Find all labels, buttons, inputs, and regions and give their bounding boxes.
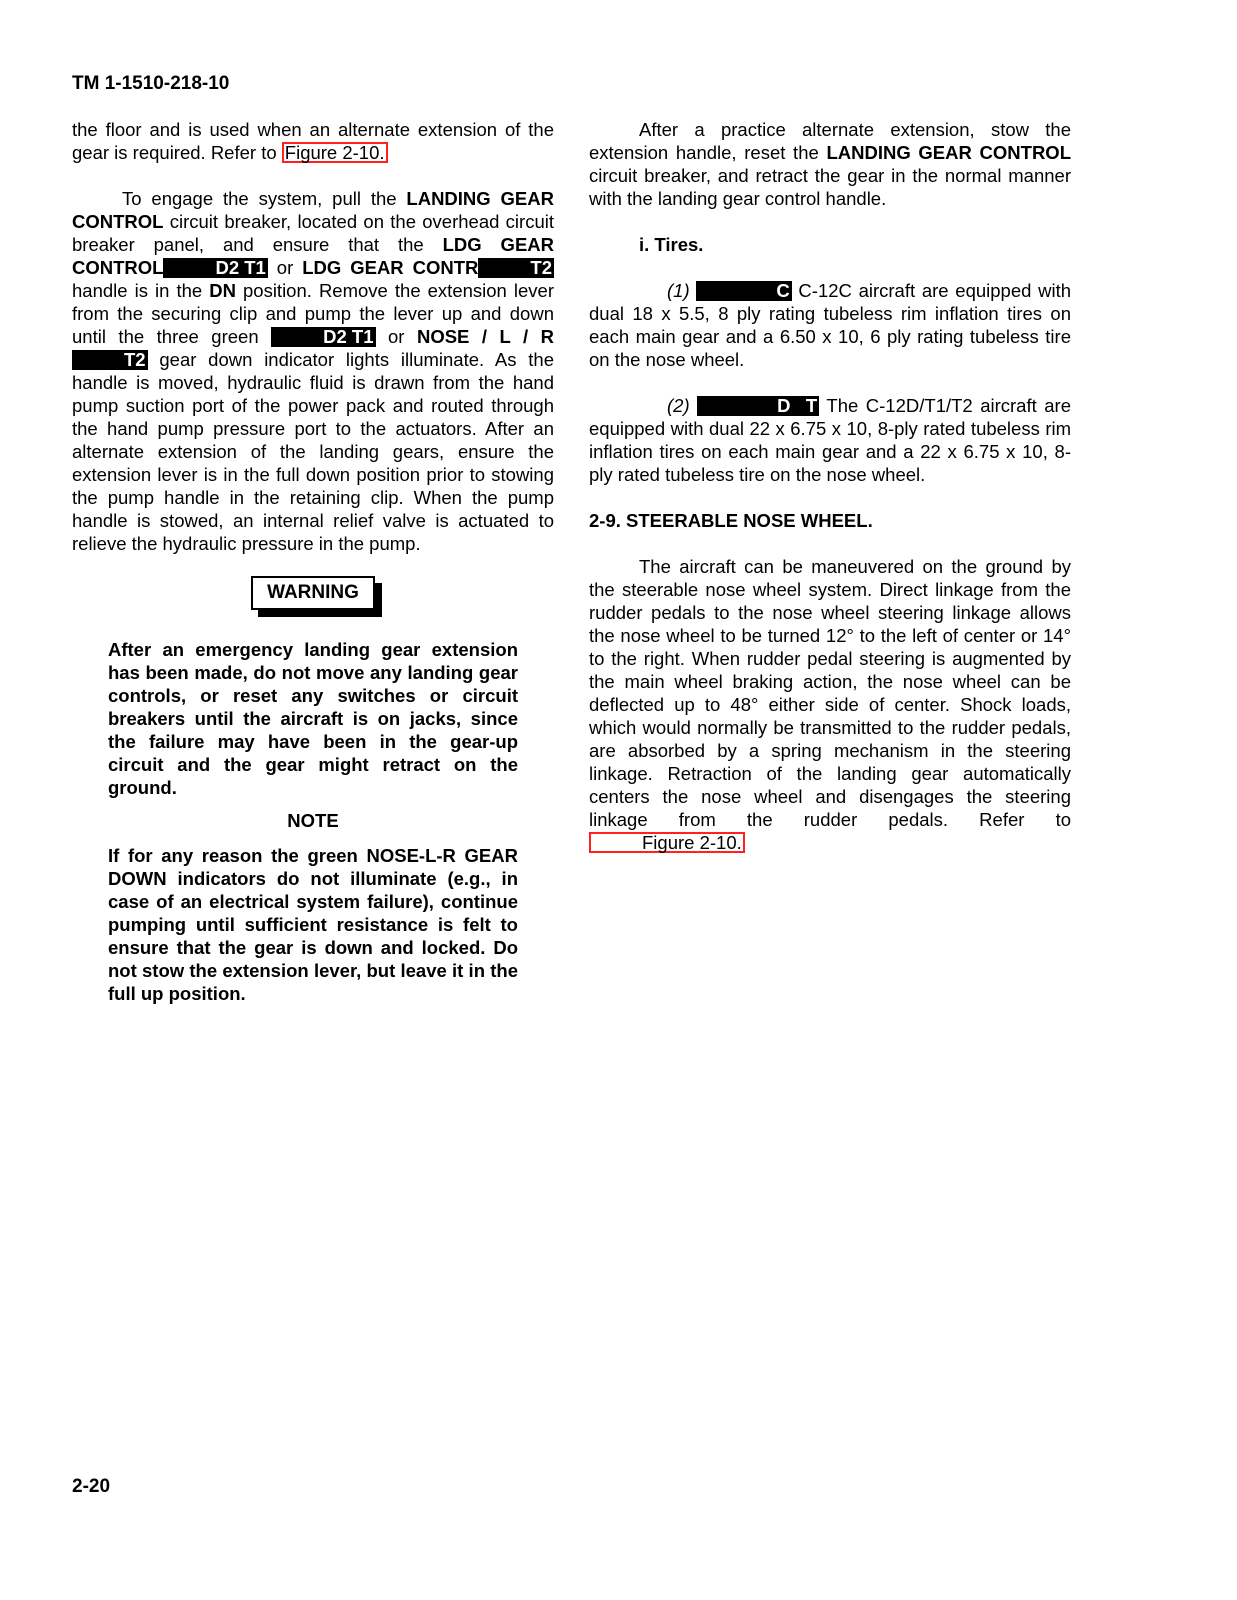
bold-term: LANDING GEAR CONTROL	[72, 188, 554, 232]
subsection-heading: i. Tires.	[639, 234, 704, 255]
paragraph-text: or	[267, 257, 303, 278]
paragraph	[72, 187, 554, 555]
bold-term: DN	[209, 280, 236, 301]
item-text: The C-12D/T1/T2 aircraft are equipped with dual 22 x 6.75 x 10, 8-ply rated tubeless rim inflation tires on each main gear and a 22 x 6.75 x 10, 8-ply rated tubeless tire on the nose wheel.	[589, 395, 1071, 485]
item-number: (1)	[667, 280, 690, 301]
effectivity-tag: C	[696, 281, 791, 301]
warning-label: WARNING	[251, 576, 375, 610]
paragraph-text: After a practice alternate extension, stow the extension handle, reset the	[589, 119, 1071, 163]
paragraph-text: To engage the system, pull the	[122, 188, 407, 209]
paragraph-text: gear down indicator lights illuminate. As the handle is moved, hydraulic fluid is drawn from the hand pump suction port of the power pack and routed through the hand pump pressure port to the actuators. After an alternate extension of the landing gears, ensure the extension lever is in the full down position prior to stowing the pump handle in the retaining clip. When the pump handle is stowed, an internal relief valve is actuated to relieve the hydraulic pressure in the pump.	[72, 349, 554, 554]
bold-term: NOSE / L / R	[416, 326, 554, 347]
effectivity-tag: D2 T1	[271, 327, 375, 347]
bold-term: LDG GEAR CONTROL	[72, 234, 555, 278]
paragraph-text: circuit breaker, and retract the gear in the normal manner with the landing gear control handle.	[589, 165, 1071, 209]
section-heading: 2-9. STEERABLE NOSE WHEEL.	[589, 510, 873, 531]
effectivity-tag: D2 T1	[163, 258, 267, 278]
note-label: NOTE	[287, 810, 339, 831]
warning-header	[72, 576, 554, 610]
warning-text: After an emergency landing gear extension has been made, do not move any landing gear controls, or reset any switches or circuit breakers until the aircraft is on jacks, since the failure may have been in the gear-up circuit and the gear might retract on the ground.	[108, 639, 518, 798]
bold-term: LANDING GEAR CONTROL	[826, 142, 1071, 163]
left-column	[72, 118, 554, 1005]
paragraph-text: The aircraft can be maneuvered on the ground by the steerable nose wheel system. Direct linkage from the rudder pedals to the nose wheel steering linkage allows the nose wheel to be turned 12° to the left of center or 14° to the right. When rudder pedal steering is augmented by the main wheel braking action, the nose wheel can be deflected up to 48° either side of center. Shock loads, which would normally be transmitted to the rudder pedals, are absorbed by a spring mechanism in the steering linkage. Retraction of the landing gear automatically centers the nose wheel and disengages the steering linkage from the rudder pedals. Refer to	[589, 556, 1071, 830]
paragraph-text: the floor and is used when an alternate extension of the gear is required. Refer to	[72, 119, 554, 163]
page-number: 2-20	[72, 1476, 111, 1497]
effectivity-tag: T2	[478, 258, 554, 278]
paragraph-text: handle is in the	[72, 280, 210, 301]
paragraph-text: or	[375, 326, 417, 347]
right-column	[589, 118, 1071, 854]
effectivity-tag: D T	[697, 396, 819, 416]
list-item	[589, 279, 1071, 371]
bold-term: LDG GEAR CONTR	[302, 257, 479, 278]
paragraph-text: circuit breaker, located on the overhead circuit breaker panel, and ensure that the	[72, 211, 554, 255]
document-id: TM 1-1510-218-10	[72, 73, 230, 94]
effectivity-tag: T2	[72, 350, 148, 370]
item-text: C-12C aircraft are equipped with dual 18 x 5.5, 8 ply rating tubeless rim inflation tires on each main gear and a 6.50 x 10, 6 ply rating tubeless tire on the nose wheel.	[589, 280, 1072, 370]
list-item	[589, 394, 1071, 486]
figure-link[interactable]: Figure 2-10.	[282, 142, 388, 163]
item-number: (2)	[667, 395, 690, 416]
paragraph	[589, 555, 1071, 854]
note-text: If for any reason the green NOSE-L-R GEAR DOWN indicators do not illuminate (e.g., in case of an electrical system failure), continue pumping until sufficient resistance is felt to ensure that the gear is down and locked. Do not stow the extension lever, but leave it in the full up position.	[108, 845, 518, 1004]
paragraph-text: position. Remove the extension lever from the securing clip and pump the lever up and down until the three green	[72, 280, 554, 347]
paragraph	[589, 118, 1071, 210]
figure-link[interactable]: Figure 2-10.	[589, 832, 745, 853]
paragraph	[72, 118, 554, 164]
